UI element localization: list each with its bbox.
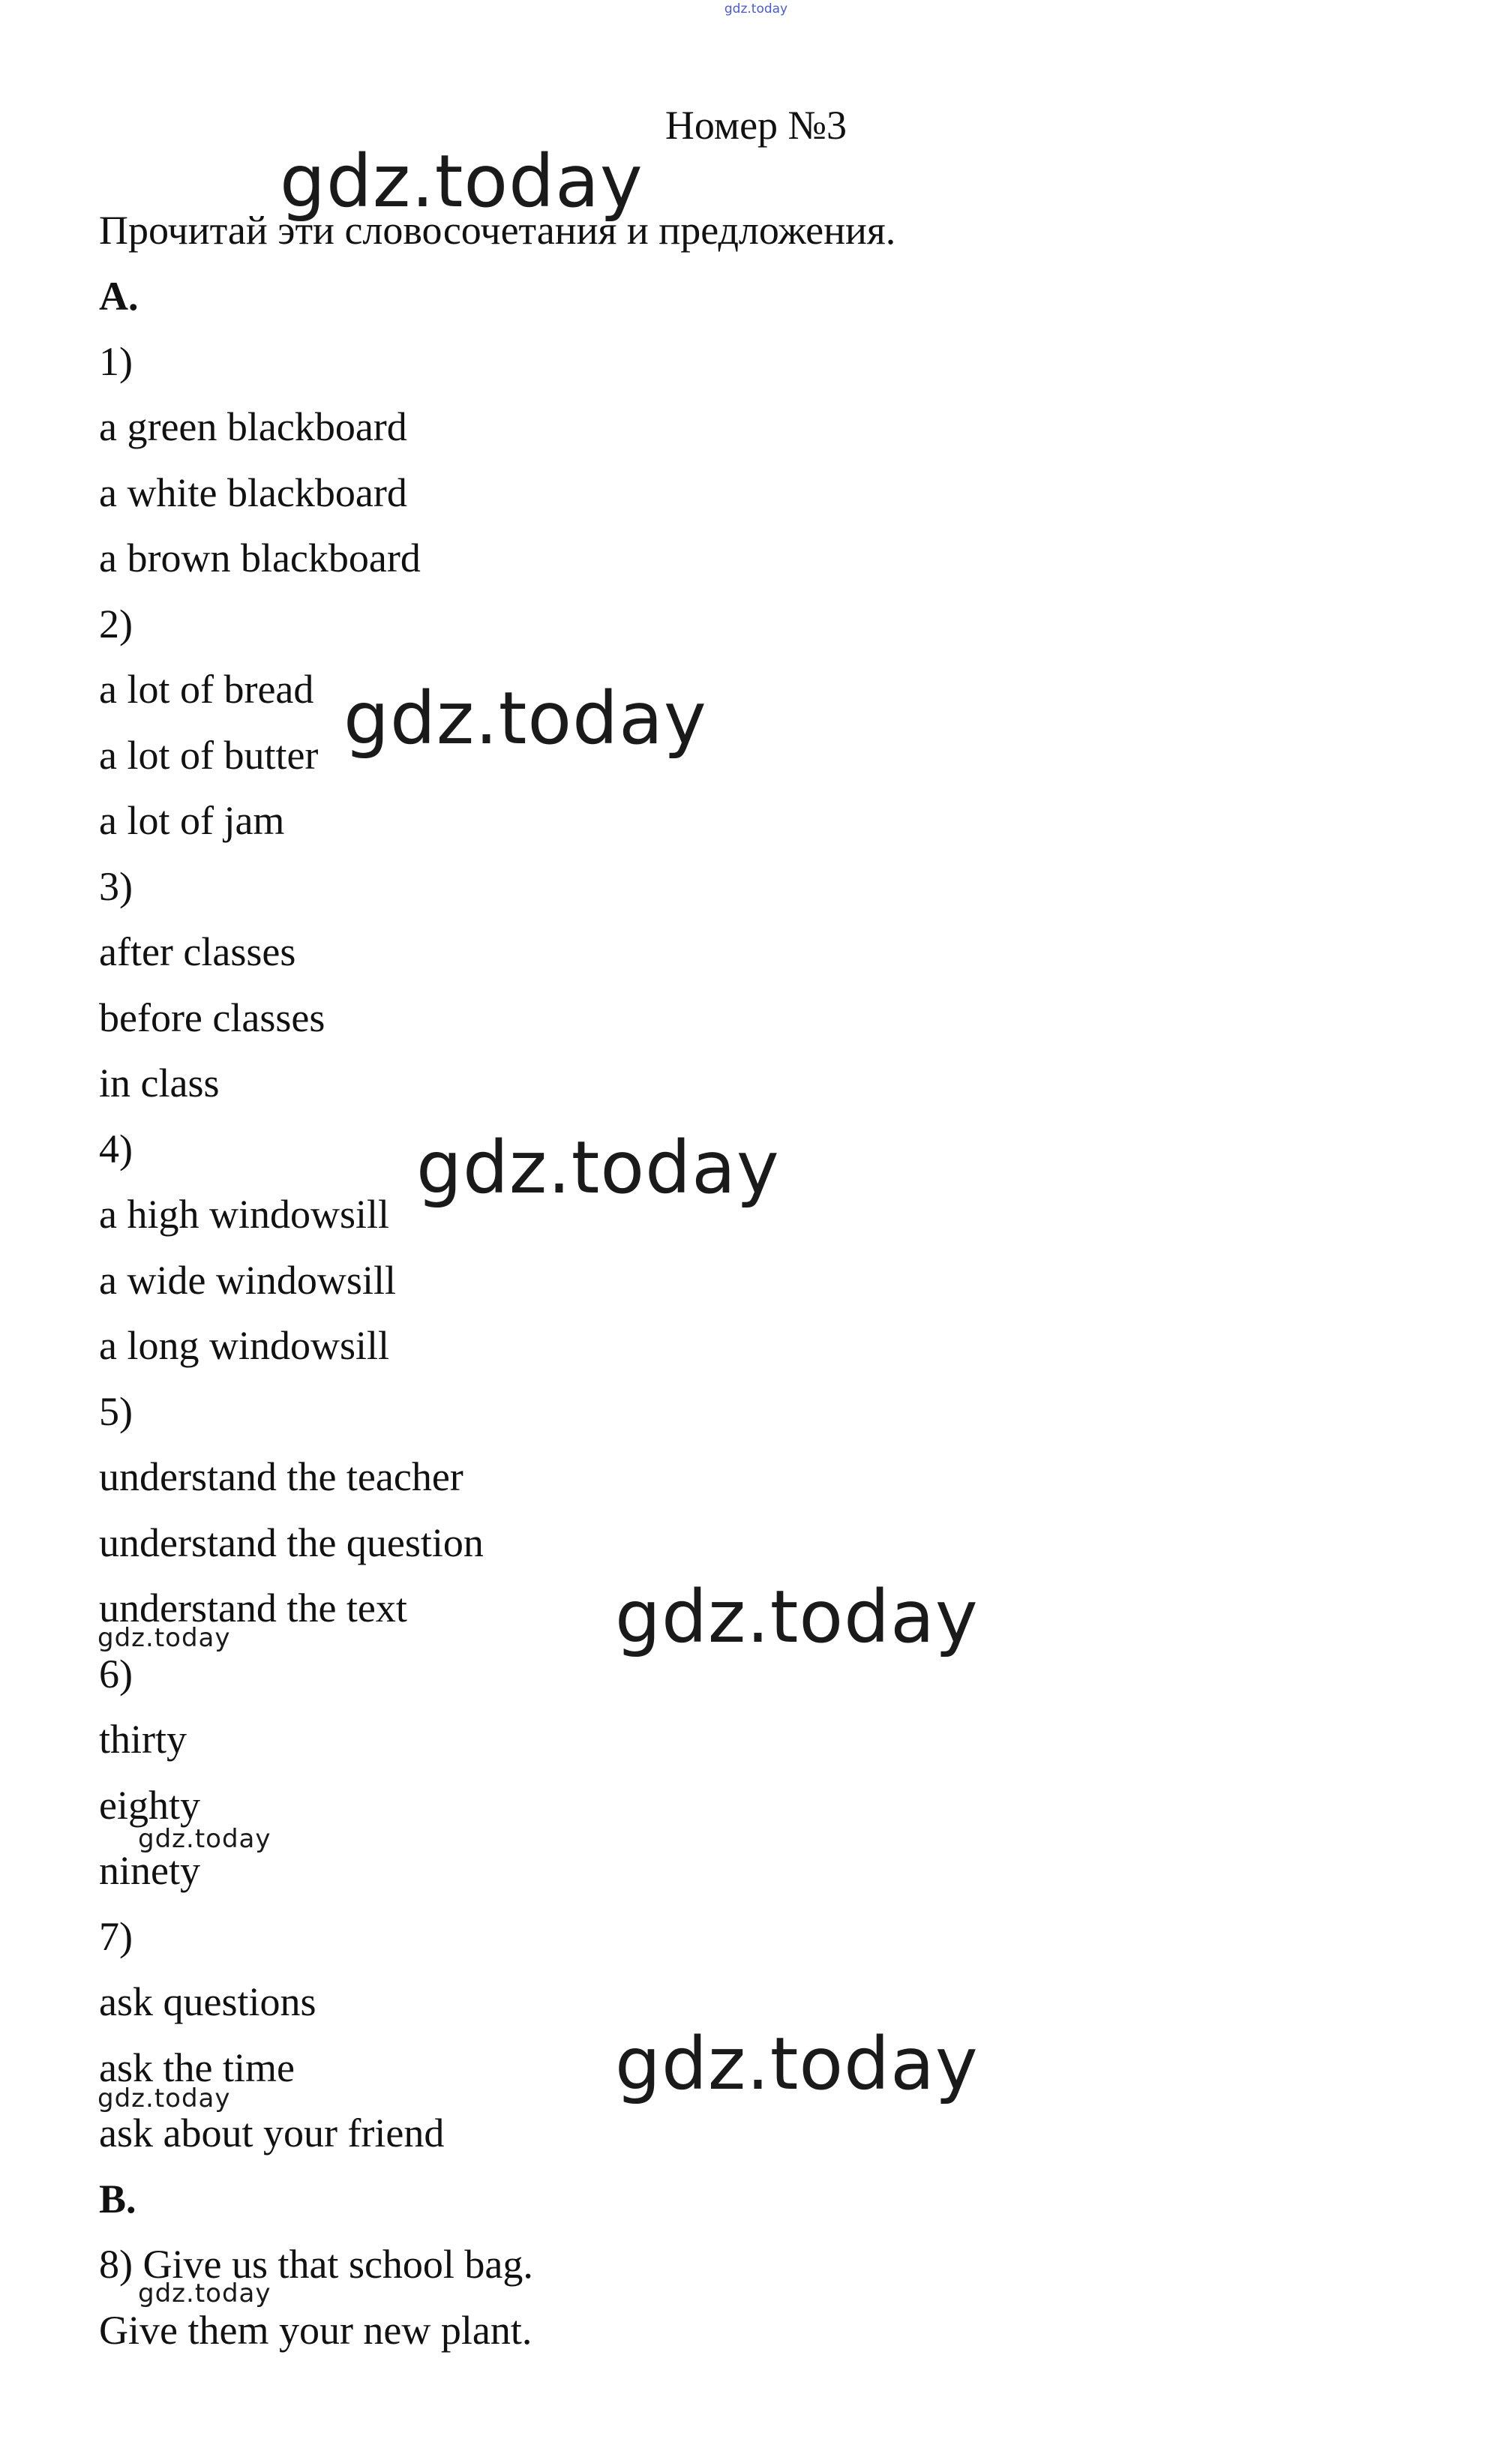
list-item: a lot of bread: [99, 667, 314, 712]
list-item: after classes: [99, 929, 296, 974]
watermark: gdz.today: [280, 140, 644, 224]
list-item: ask the time: [99, 2045, 295, 2090]
list-item: a lot of butter: [99, 733, 319, 778]
list-item: a long windowsill: [99, 1323, 389, 1368]
watermark: gdz.today: [615, 2022, 979, 2106]
watermark-top: gdz.today: [724, 2, 788, 16]
section-b-heading: B.: [99, 2176, 136, 2222]
list-item: understand the text: [99, 1586, 407, 1630]
list-item: understand the teacher: [99, 1454, 464, 1499]
list-item: before classes: [99, 995, 326, 1040]
watermark: gdz.today: [416, 1126, 780, 1210]
list-item: understand the question: [99, 1520, 484, 1565]
watermark: gdz.today: [615, 1575, 979, 1659]
sentence-item: Give them your new plant.: [99, 2308, 532, 2353]
page-title: [0, 99, 1512, 152]
list-item: 1): [99, 339, 133, 384]
page-title-text: Номер №3: [664, 103, 848, 148]
list-item: a brown blackboard: [99, 536, 421, 580]
list-item: 6): [99, 1652, 133, 1696]
list-item: a wide windowsill: [99, 1258, 396, 1303]
list-item: a lot of jam: [99, 798, 285, 843]
list-item: 2): [99, 602, 133, 646]
list-item: 3): [99, 864, 133, 909]
list-item: thirty: [99, 1717, 187, 1762]
section-a-heading: A.: [99, 274, 139, 319]
list-item: 5): [99, 1389, 133, 1434]
watermark-small: gdz.today: [98, 1623, 231, 1653]
watermark-small: gdz.today: [98, 2084, 231, 2114]
list-item: eighty: [99, 1783, 200, 1828]
watermark-small: gdz.today: [138, 2278, 272, 2308]
watermark: gdz.today: [344, 676, 707, 760]
instruction-text: Прочитай эти словосочетания и предложения.: [99, 208, 896, 253]
list-item: ask questions: [99, 1979, 316, 2024]
list-item: in class: [99, 1060, 220, 1106]
list-item: 7): [99, 1914, 133, 1959]
list-item: a white blackboard: [99, 470, 407, 515]
list-item: 4): [99, 1126, 133, 1172]
list-item: a high windowsill: [99, 1192, 389, 1237]
sentence-item: 8) Give us that school bag.: [99, 2242, 533, 2287]
list-item: ask about your friend: [99, 2110, 445, 2156]
watermark-small: gdz.today: [138, 1824, 272, 1854]
list-item: ninety: [99, 1848, 200, 1893]
list-item: a green blackboard: [99, 404, 407, 449]
